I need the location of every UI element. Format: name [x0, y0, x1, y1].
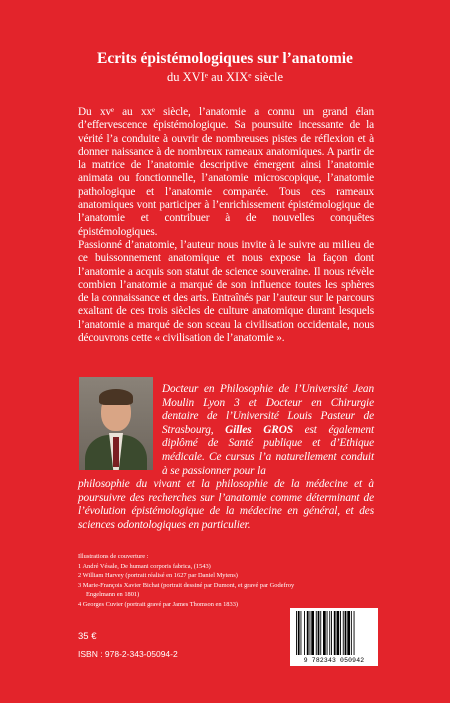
credit-item: 1 André Vésale, De humani corporis fabrica, (1543) [78, 562, 211, 570]
price: 35 € [78, 631, 97, 642]
blurb-paragraph-1: Du xvᵉ au xxᵉ siècle, l’anatomie a connu un grand élan d’effervescence épistémologique. Sa poursuite incessante de la vérité l’a conduite à ouvrir de nombreuses pistes de réflexion et à donner naissance à de nombreux rameaux anatomiques. A partir de la matrice de l’anatomie descriptive émergent ainsi l’anatomie animata ou fonctionnelle, l’anatomie microscopique, l’anatomie pathologique et l’anatomie comparée. Tous ces rameaux anatomiques vont participer à l’enrichissement épistémologique de l’anatomie et contribuer à de nouvelles conquêtes épistémologiques. [78, 106, 374, 238]
author-photo [79, 377, 153, 470]
book-title: Ecrits épistémologiques sur l’anatomie [97, 50, 353, 67]
barcode-bars [290, 608, 378, 658]
isbn: ISBN : 978-2-343-05094-2 [78, 649, 178, 659]
author-bio-continued: est également diplômé de Santé publique et d’Ethique médicale. Ce cursus l’a naturellement conduit à se passionner pour la [162, 423, 374, 477]
book-subtitle: du XVIᵉ au XIXᵉ siècle [166, 70, 284, 84]
author-bio-intro: Docteur en Philosophie de l’Université Jean Moulin Lyon 3 et Docteur en Chirurgie dentaire de l’Université Louis Pasteur de Strasbourg, [162, 383, 374, 436]
author-name: Gilles GROS [225, 423, 293, 436]
credit-item: Engelmann en 1801) [86, 591, 140, 598]
blurb-paragraph-2: Passionné d’anatomie, l’auteur nous invite à le suivre au milieu de ce buissonnement anatomique et nous expose la façon dont l’anatomie a acquis son statut de science souveraine. Il nous révèle combien l’anatomie a marqué de son influence toutes les sphères de la connaissance et des arts. Entraînés par l’auteur sur le parcours exaltant de ces trois siècles de culture anatomique durant lesquels l’anatomie a marqué de son sceau la civilisation occidentale, nous découvrons cette « civilisation de l’anatomie ». [78, 238, 374, 345]
credit-item: 3 Marie-François Xavier Bichat (portrait dessiné par Dumont, et gravé par Godefroy [78, 581, 295, 589]
barcode [290, 608, 378, 666]
credit-item: 4 Georges Cuvier (portrait gravé par James Thomson en 1833) [78, 600, 239, 608]
author-bio-rest: philosophie du vivant et la philosophie de la médecine et à poursuivre des recherches sur l’anatomie comme déterminant de l’évolution épistémologique de la médecine en général, et des sciences odontologiques en particulier. [78, 478, 374, 531]
author-bio [162, 383, 374, 478]
blurb [78, 106, 374, 345]
barcode-digits: 9 782343 050942 [303, 657, 365, 664]
credits-heading: Illustrations de couverture : [78, 553, 149, 560]
illustration-credits [78, 552, 378, 609]
credit-item: 2 William Harvey (portrait réalisé en 1627 par Daniel Mytens) [78, 572, 238, 579]
